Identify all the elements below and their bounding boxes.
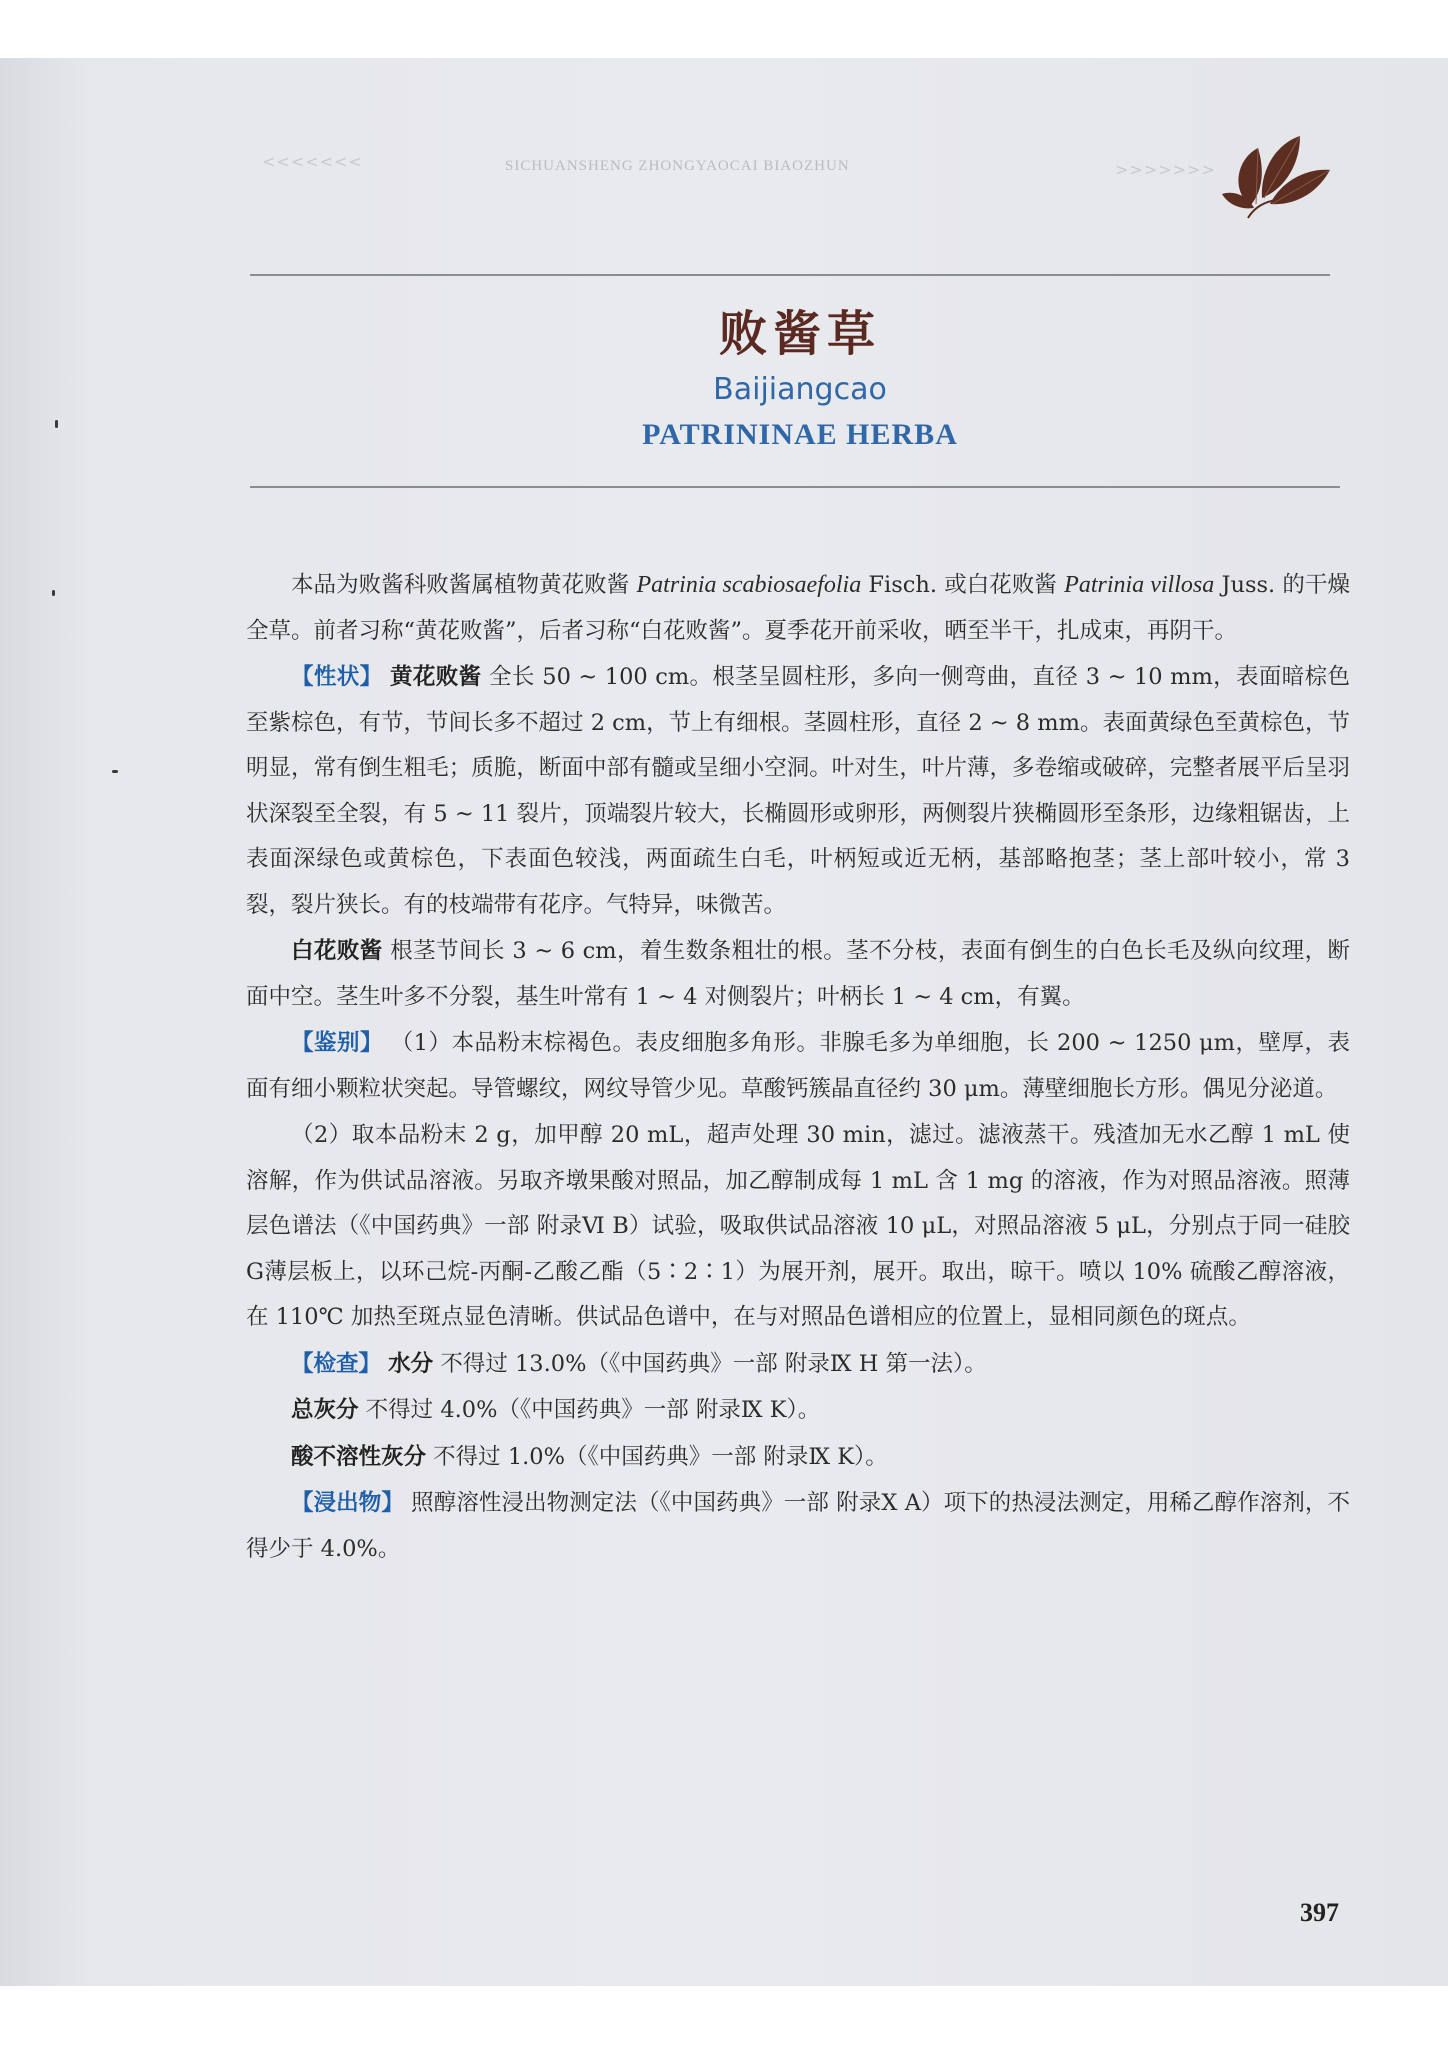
header-decoration-right: >>>>>>> bbox=[1115, 160, 1216, 179]
page-title-pinyin: Baijiangcao bbox=[713, 372, 887, 407]
header-decoration-left: <<<<<<< bbox=[262, 152, 363, 171]
subheading-huanghua: 黄花败酱 bbox=[390, 664, 482, 690]
top-rule bbox=[250, 274, 1330, 276]
inspection-paragraph-2: 总灰分 不得过 4.0%（《中国药典》一部 附录Ⅸ K）。 bbox=[291, 1397, 821, 1423]
latin-name-baihua: Patrinia villosa bbox=[1064, 572, 1215, 598]
subheading-total-ash: 总灰分 bbox=[291, 1397, 359, 1423]
identification-paragraph-2: （2）取本品粉末 2 g，加甲醇 20 mL，超声处理 30 min，滤过。滤液蒸干。残渣加无水乙醇 1 mL 使溶解，作为供试品溶液。另取齐墩果酸对照品，加乙醇制成每 1 mL 含 1 mg 的溶液，作为对照品溶液。照薄层色谱法（《中国药典》一部 附录Ⅵ B）试验，吸取供试品溶液 10 μL，对照品溶液 5 μL，分别点于同一硅胶G薄层板上，以环己烷-丙酮-乙酸乙酯（5∶2∶1）为展开剂，展开。取出，晾干。喷以 10% 硫酸乙醇溶液，在 110℃ 加热至斑点显色清晰。供试品色谱中，在与对照品色谱相应的位置上，显相同颜色的斑点。 bbox=[246, 1122, 1350, 1330]
character-paragraph-2: 白花败酱 根茎节间长 3 ~ 6 cm，着生数条粗壮的根。茎不分枝，表面有倒生的白色长毛及纵向纹理，断面中空。茎生叶多不分裂，基生叶常有 1 ~ 4 对侧裂片；叶柄长 1 ~ 4 cm，有翼。 bbox=[246, 938, 1350, 1010]
running-header: SICHUANSHENG ZHONGYAOCAI BIAOZHUN bbox=[505, 158, 850, 174]
monograph-body bbox=[246, 563, 1350, 1573]
section-label-extract: 【浸出物】 bbox=[291, 1490, 404, 1516]
section-label-identification: 【鉴别】 bbox=[291, 1030, 383, 1056]
scan-mark bbox=[55, 420, 58, 428]
scan-mark bbox=[52, 590, 55, 596]
page-title-latin: PATRININAE HERBA bbox=[642, 418, 958, 451]
inspection-paragraph-3: 酸不溶性灰分 不得过 1.0%（《中国药典》一部 附录Ⅸ K）。 bbox=[291, 1443, 888, 1470]
character-paragraph-1: 【性状】 黄花败酱 全长 50 ~ 100 cm。根茎呈圆柱形，多向一侧弯曲，直径 3 ~ 10 mm，表面暗棕色至紫棕色，有节，节间长多不超过 2 cm，节上有细根。茎圆柱形，直径 2 ~ 8 mm。表面黄绿色至黄棕色，节明显，常有倒生粗毛；质脆，断面中部有髓或呈细小空洞。叶对生，叶片薄，多卷缩或破碎，完整者展平后呈羽状深裂至全裂，有 5 ~ 11 裂片，顶端裂片较大，长椭圆形或卵形，两侧裂片狭椭圆形至条形，边缘粗锯齿，上表面深绿色或黄棕色，下表面色较浅，两面疏生白毛，叶柄短或近无柄，基部略抱茎；茎上部叶较小，常 3 裂，裂片狭长。有的枝端带有花序。气特异，味微苦。 bbox=[246, 664, 1350, 918]
identification-paragraph-1: 【鉴别】 （1）本品粉末棕褐色。表皮细胞多角形。非腺毛多为单细胞，长 200 ~ 1250 μm，壁厚，表面有细小颗粒状突起。导管螺纹，网纹导管少见。草酸钙簇晶直径约 30 μm。薄壁细胞长方形。偶见分泌道。 bbox=[246, 1030, 1350, 1102]
scan-mark bbox=[112, 770, 118, 773]
subheading-acid-insoluble-ash: 酸不溶性灰分 bbox=[291, 1443, 427, 1470]
latin-name-huanghua: Patrinia scabiosaefolia bbox=[636, 572, 862, 598]
intro-paragraph: 本品为败酱科败酱属植物黄花败酱 Patrinia scabiosaefolia Fisch. 或白花败酱 Patrinia villosa Juss. 的干燥全草。前者习称“黄花败酱”，后者习称“白花败酱”。夏季花开前采收，晒至半干，扎成束，再阴干。 bbox=[246, 572, 1351, 644]
title-underline bbox=[250, 486, 1340, 488]
section-label-inspection: 【检查】 bbox=[291, 1350, 382, 1377]
leaf-ornament-icon bbox=[1220, 118, 1335, 223]
inspection-paragraph-1: 【检查】 水分 不得过 13.0%（《中国药典》一部 附录Ⅸ H 第一法）。 bbox=[291, 1350, 987, 1377]
section-label-character: 【性状】 bbox=[291, 664, 383, 690]
subheading-baihua: 白花败酱 bbox=[291, 938, 383, 964]
page-title-chinese: 败酱草 bbox=[718, 306, 881, 362]
extract-paragraph: 【浸出物】 照醇溶性浸出物测定法（《中国药典》一部 附录Ⅹ A）项下的热浸法测定，用稀乙醇作溶剂，不得少于 4.0%。 bbox=[246, 1490, 1350, 1562]
page-number: 397 bbox=[1300, 1898, 1339, 1927]
subheading-moisture: 水分 bbox=[388, 1350, 434, 1377]
